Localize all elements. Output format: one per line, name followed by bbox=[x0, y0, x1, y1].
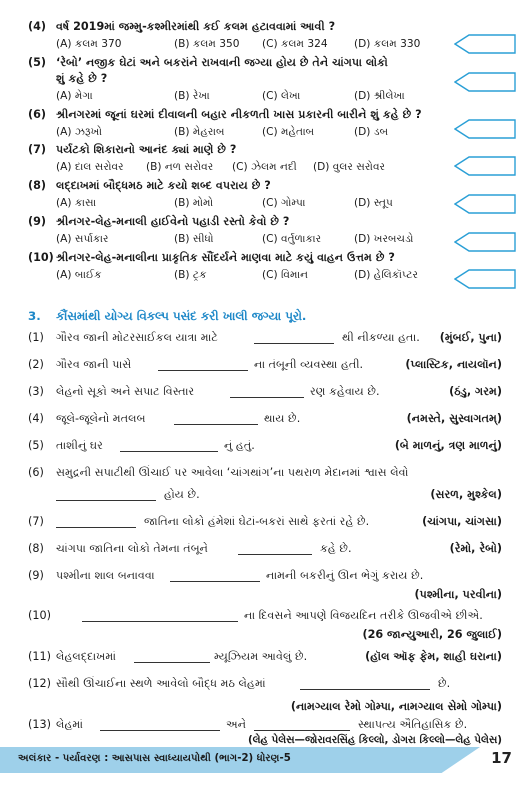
options-hint: (પ્લાસ્ટિક, નાયલૉન) bbox=[405, 358, 502, 371]
blank-field[interactable] bbox=[174, 424, 258, 425]
option-c[interactable]: (C) મહેતાબ bbox=[262, 126, 315, 138]
blank-field[interactable] bbox=[100, 730, 220, 731]
item-number: (10) bbox=[28, 609, 51, 622]
option-b[interactable]: (B) સીધો bbox=[174, 233, 214, 245]
option-a[interactable]: (A) સર્પાકાર bbox=[56, 233, 109, 245]
option-d[interactable]: (D) ડબ bbox=[354, 126, 389, 138]
question-text: શ્રીનગરમાં જૂનાં ઘરમાં દીવાલની બહાર નીકળતી ખાસ પ્રકારની બારીને શું કહે છે ? bbox=[56, 108, 422, 121]
option-b[interactable]: (B) કલમ 350 bbox=[174, 38, 240, 50]
options-hint: (સરળ, મુશ્કેલ) bbox=[430, 488, 502, 501]
item-number: (7) bbox=[28, 515, 44, 528]
item-text-after: કહે છે. bbox=[320, 542, 352, 555]
item-text-after: રણ કહેવાય છે. bbox=[310, 385, 380, 398]
options-hint: (26 જાન્યુઆરી, 26 જુલાઈ) bbox=[362, 628, 502, 641]
blank-field[interactable] bbox=[254, 730, 350, 731]
item-text: ચાંગપા જાતિના લોકો તેમના તંબૂને bbox=[56, 542, 209, 555]
question-number: (5) bbox=[28, 56, 47, 69]
footer-title: અલંકાર - પર્યાવરણ : આસપાસ સ્વાધ્યાયપોથી (ભાગ-2) ધોરણ-5 bbox=[18, 753, 291, 764]
item-number: (1) bbox=[28, 331, 44, 344]
option-c[interactable]: (C) લેખા bbox=[262, 90, 301, 102]
options-hint: (હૉલ ઑફ ફેમ, શાહી ઘરાના) bbox=[365, 650, 502, 663]
question-number: (7) bbox=[28, 143, 47, 156]
section-number: 3. bbox=[28, 309, 41, 323]
blank-field[interactable] bbox=[120, 451, 218, 452]
item-number: (12) bbox=[28, 677, 51, 690]
item-number: (8) bbox=[28, 542, 44, 555]
option-b[interactable]: (B) મોમો bbox=[174, 197, 214, 209]
option-c[interactable]: (C) ઝેલમ નદી bbox=[232, 161, 297, 173]
blank-field[interactable] bbox=[238, 554, 312, 555]
item-text-after: છે. bbox=[438, 677, 451, 690]
item-text: ગૌરવ જાની પાસે bbox=[56, 358, 132, 371]
option-d[interactable]: (D) વુલર સરોવર bbox=[313, 161, 386, 173]
item-text-after: ના દિવસને આપણે વિજયદિન તરીકે ઊજવીએ છીએ. bbox=[244, 609, 483, 622]
option-c[interactable]: (C) ગોમ્પા bbox=[262, 197, 306, 209]
blank-field[interactable] bbox=[230, 397, 304, 398]
question-number: (8) bbox=[28, 179, 47, 192]
item-text-after: નું હતું. bbox=[224, 439, 255, 452]
item-number: (6) bbox=[28, 466, 44, 479]
options-hint: (ચાંગપા, ચાંગસા) bbox=[422, 515, 502, 528]
item-number: (3) bbox=[28, 385, 44, 398]
option-d[interactable]: (D) ખરબચડો bbox=[354, 233, 414, 245]
options-hint: (લેહ પેલેસ—જોરાવરસિંહ કિલ્લો, ડોગરા કિલ્લો—લેહ પેલેસ) bbox=[247, 734, 502, 746]
blank-field[interactable] bbox=[134, 662, 210, 663]
item-text: સૌથી ઊંચાઈના સ્થળે આવેલો બૌદ્ધ મઠ લેહમાં bbox=[56, 677, 266, 690]
item-text-after: હોય છે. bbox=[164, 488, 200, 501]
section-title: કૌંસમાંથી યોગ્ય વિકલ્પ પસંદ કરી ખાલી જગ્યા પૂરો. bbox=[56, 309, 307, 323]
answer-box-7[interactable] bbox=[454, 155, 516, 177]
blank-field[interactable] bbox=[158, 370, 248, 371]
question-text: શ્રીનગર-લેહ-મનાલીના પ્રાકૃતિક સૌંદર્યને માણવા માટે કયું વાહન ઉત્તમ છે ? bbox=[56, 251, 395, 264]
option-b[interactable]: (B) ટ્રક bbox=[174, 269, 207, 281]
item-text-after: થાય છે. bbox=[264, 412, 301, 425]
question-number: (4) bbox=[28, 20, 47, 33]
answer-box-5[interactable] bbox=[454, 71, 516, 93]
item-number: (11) bbox=[28, 650, 51, 663]
question-text: શ્રીનગર-લેહ-મનાલી હાઈવેનો પહાડી રસ્તો કેવો છે ? bbox=[56, 215, 290, 228]
item-text: જૂલે-જૂલેનો મતલબ bbox=[56, 412, 146, 425]
blank-field[interactable] bbox=[56, 500, 156, 501]
question-number: (9) bbox=[28, 215, 47, 228]
option-d[interactable]: (D) કલમ 330 bbox=[354, 38, 421, 50]
item-text-after: નામની બકરીનું ઊન ભેગું કરાય છે. bbox=[266, 569, 424, 582]
option-a[interactable]: (A) દાલ સરોવર bbox=[56, 161, 124, 173]
options-hint: (રેમો, રેબો) bbox=[449, 542, 502, 555]
question-text: લદ્દાખમાં બૌદ્ધમઠ માટે કયો શબ્દ વપરાય છે ? bbox=[56, 179, 271, 192]
option-c[interactable]: (C) વર્તુળાકાર bbox=[262, 233, 322, 245]
blank-field[interactable] bbox=[300, 689, 430, 690]
options-hint: (મુંબઈ, પુના) bbox=[439, 331, 502, 344]
item-text: લેહલદ્દાખમાં bbox=[56, 650, 116, 663]
option-a[interactable]: (A) ઝરૂખો bbox=[56, 126, 102, 138]
options-hint: (નમસ્તે, સુસ્વાગતમ્) bbox=[406, 412, 502, 425]
item-text: તાશીનું ઘર bbox=[56, 439, 103, 452]
options-hint: (ઠંડુ, ગરમ) bbox=[449, 385, 502, 398]
option-b[interactable]: (B) રેખા bbox=[174, 90, 210, 102]
question-number: (10) bbox=[28, 251, 54, 264]
question-number: (6) bbox=[28, 108, 47, 121]
option-b[interactable]: (B) મેહરાબ bbox=[174, 126, 225, 138]
item-text-after: થી નીકળ્યા હતા. bbox=[342, 331, 420, 344]
option-d[interactable]: (D) સ્તૂપ bbox=[354, 197, 393, 209]
question-text-continued: શું કહે છે ? bbox=[56, 72, 108, 85]
blank-field[interactable] bbox=[170, 581, 260, 582]
item-text: સમુદ્રની સપાટીથી ઊંચાઈ પર આવેલા ‘ચાંગથાંગ’ના પથરાળ મેદાનમાં શ્વાસ લેવો bbox=[56, 466, 409, 479]
option-c[interactable]: (C) વિમાન bbox=[262, 269, 308, 281]
item-text-after: મ્યૂઝિયમ આવેલું છે. bbox=[214, 650, 308, 663]
item-text: લેહમાં bbox=[56, 718, 84, 731]
item-number: (13) bbox=[28, 718, 51, 731]
item-text: ગૌરવ જાની મોટરસાઈકલ યાત્રા માટે bbox=[56, 331, 218, 344]
options-hint: (નામગ્યાલ રેમો ગોમ્પા, નામગ્યાલ સેમો ગોમ્પા) bbox=[290, 700, 502, 713]
answer-box-8[interactable] bbox=[454, 193, 516, 215]
blank-field[interactable] bbox=[56, 527, 136, 528]
item-number: (2) bbox=[28, 358, 44, 371]
item-number: (5) bbox=[28, 439, 44, 452]
option-a[interactable]: (A) બાઈક bbox=[56, 269, 102, 281]
option-a[interactable]: (A) કાસા bbox=[56, 197, 97, 209]
option-d[interactable]: (D) શ્રીલેખા bbox=[354, 90, 405, 102]
options-hint: (પશ્મીના, પરવીના) bbox=[414, 588, 502, 601]
item-text: લેહનો સૂકો અને સપાટ વિસ્તાર bbox=[56, 385, 195, 398]
answer-box-9[interactable] bbox=[454, 231, 516, 253]
option-a[interactable]: (A) મેગા bbox=[56, 90, 93, 102]
question-text: ‘રેબો’ નજીક ઘેટાં અને બકરાંને રાખવાની જગ્યા હોય છે તેને ચાંગપા લોકો bbox=[56, 56, 388, 69]
item-text-after: જાતિના લોકો હંમેશાં ઘેટાં-બકરાં સાથે ફરતાં રહે છે. bbox=[144, 515, 370, 528]
answer-box-6[interactable] bbox=[454, 118, 516, 140]
item-text-after: સ્થાપત્ય ઐતિહાસિક છે. bbox=[358, 718, 468, 731]
blank-field[interactable] bbox=[254, 343, 334, 344]
answer-box-10[interactable] bbox=[454, 268, 516, 290]
page-footer bbox=[0, 747, 530, 795]
item-number: (4) bbox=[28, 412, 44, 425]
item-text-after: ના તંબૂની વ્યવસ્થા હતી. bbox=[254, 358, 364, 371]
blank-field[interactable] bbox=[82, 621, 238, 622]
page-number: 17 bbox=[491, 749, 512, 767]
item-text: પશ્મીના શાલ બનાવવા bbox=[56, 569, 155, 582]
options-hint: (બે માળનું, ત્રણ માળનું) bbox=[394, 439, 502, 452]
item-number: (9) bbox=[28, 569, 44, 582]
option-a[interactable]: (A) કલમ 370 bbox=[56, 38, 122, 50]
answer-box-4[interactable] bbox=[454, 33, 516, 55]
option-b[interactable]: (B) નળ સરોવર bbox=[146, 161, 214, 173]
question-text: પર્યટકો શિકારાનો આનંદ ક્યાં માણે છે ? bbox=[56, 143, 237, 156]
option-c[interactable]: (C) કલમ 324 bbox=[262, 38, 328, 50]
item-text-mid: અને bbox=[226, 718, 247, 731]
option-d[interactable]: (D) હેલિકૉપ્ટર bbox=[354, 269, 418, 281]
question-text: વર્ષ 2019માં જમ્મુ-કશ્મીરમાંથી કઈ કલમ હટાવવામાં આવી ? bbox=[56, 20, 336, 33]
